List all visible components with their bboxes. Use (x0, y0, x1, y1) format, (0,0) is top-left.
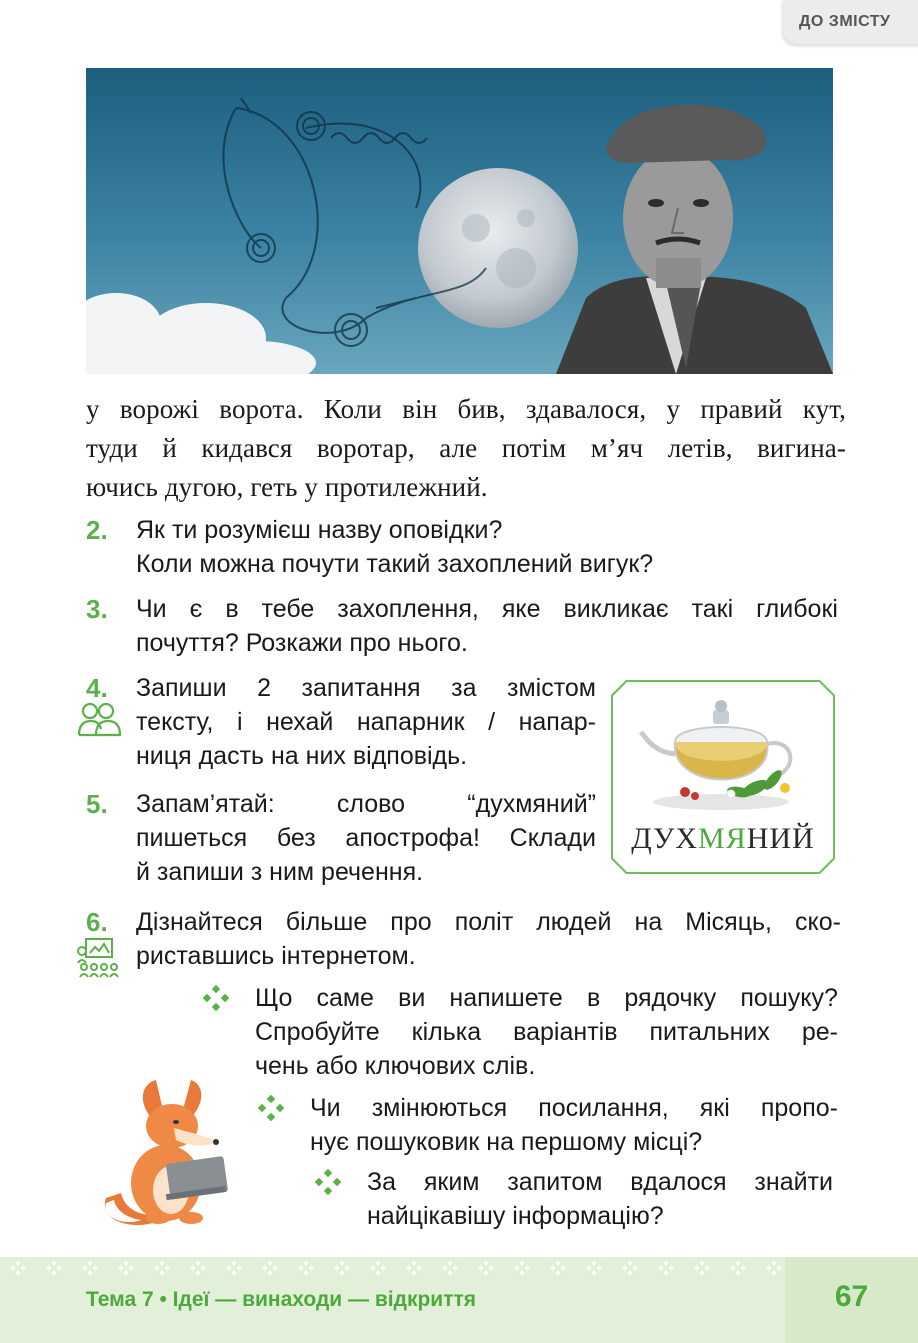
fox-with-laptop-illustration (96, 1078, 236, 1228)
diamond-bullet-icon (315, 1169, 341, 1195)
pair-work-icon (76, 701, 122, 741)
bullet-line: Що саме ви напишете в рядочку пошуку? (255, 984, 838, 1012)
internet-research-icon (76, 937, 122, 979)
task-line: й запиши з ним речення. (136, 858, 424, 886)
word-spelling (613, 822, 833, 856)
word-part: ДУХ (631, 822, 699, 855)
task-line: Запиши 2 запитання за змістом (136, 674, 596, 702)
word-highlight: МЯ (698, 822, 747, 855)
footer-topic-title: Тема 7 • Ідеї — винаходи — відкриття (86, 1288, 477, 1311)
bullet-line: нує пошуковик на першому місці? (310, 1128, 703, 1156)
task-number: 6. (86, 907, 108, 937)
task-line: Запам’ятай: слово “духмяний” (136, 790, 596, 818)
task-number: 5. (86, 789, 108, 819)
prose-line: у ворожі ворота. Коли він бив, здавалося, у правий кут, (86, 394, 846, 424)
task-line: Коли можна почути такий захоплений вигук? (136, 550, 654, 578)
prose-line: ючись дугою, геть у протилежний. (86, 472, 488, 502)
page-number: 67 (834, 1280, 869, 1313)
bullet-line: Чи змінюються посилання, які пропо- (310, 1094, 838, 1122)
teapot-illustration (635, 692, 811, 812)
task-number: 4. (86, 673, 108, 703)
bullet-line: Спробуйте кілька варіантів питальних ре- (255, 1018, 838, 1046)
task-line: пишеться без апострофа! Склади (136, 824, 596, 852)
toc-link[interactable]: ДО ЗМІСТУ (783, 0, 918, 44)
task-line: риставшись інтернетом. (136, 942, 416, 970)
task-line: Дізнайтеся більше про політ людей на Місяць, ско- (136, 908, 841, 936)
hero-illustration (86, 68, 833, 374)
bullet-line: чень або ключових слів. (255, 1052, 536, 1080)
diamond-bullet-icon (203, 985, 229, 1011)
story-continuation (86, 390, 846, 507)
word-part: НИЙ (746, 822, 815, 855)
task-number: 2. (86, 515, 108, 545)
task-number: 3. (86, 594, 108, 624)
task-line: Чи є в тебе захоплення, яке викликає такі глибокі (136, 595, 838, 623)
prose-line: туди й кидався воротар, але потім м’яч летів, вигина- (86, 433, 846, 463)
task-line: тексту, і нехай напарник / напар- (136, 708, 596, 736)
portrait (556, 105, 833, 374)
bullet-line: За яким запитом вдалося знайти (367, 1168, 833, 1196)
diamond-bullet-icon (258, 1095, 284, 1121)
bullet-line: найцікавішу інформацію? (367, 1202, 664, 1230)
task-line: ниця дасть на них відповідь. (136, 742, 468, 770)
task-4 (86, 671, 596, 781)
task-line: Як ти розумієш назву оповідки? (136, 516, 503, 544)
footer-ornament (0, 1257, 918, 1279)
task-line: почуття? Розкажи про нього. (136, 629, 468, 657)
moon (418, 168, 578, 328)
